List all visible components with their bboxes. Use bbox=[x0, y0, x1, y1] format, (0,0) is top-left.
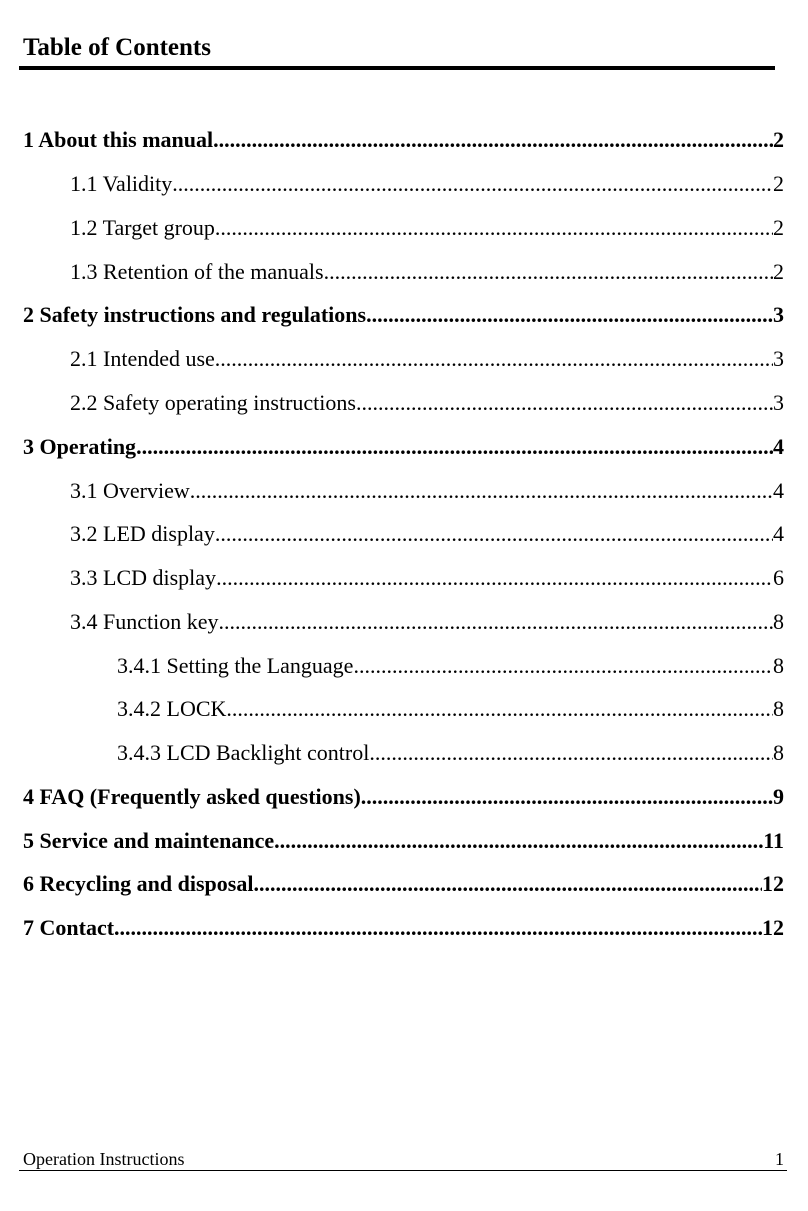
toc-entry-page: 3 bbox=[773, 390, 784, 415]
page-title: Table of Contents bbox=[23, 34, 211, 61]
toc-entry[interactable] bbox=[23, 432, 784, 462]
dot-leader bbox=[216, 563, 773, 593]
toc-entry-page: 4 bbox=[773, 478, 784, 503]
dot-leader bbox=[190, 476, 773, 506]
toc-entry[interactable] bbox=[117, 651, 784, 681]
toc-entry-page: 4 bbox=[773, 521, 784, 546]
toc-entry[interactable] bbox=[23, 300, 784, 330]
toc-entry-page: 4 bbox=[773, 434, 784, 459]
toc-entry[interactable] bbox=[23, 782, 784, 812]
toc-entry-label: 6 Recycling and disposal bbox=[23, 871, 254, 896]
toc-entry[interactable] bbox=[70, 388, 784, 418]
dot-leader bbox=[356, 388, 773, 418]
toc-entry-page: 8 bbox=[773, 696, 784, 721]
dot-leader bbox=[353, 651, 773, 681]
toc-entry-label: 7 Contact bbox=[23, 915, 115, 940]
toc-entry[interactable] bbox=[70, 607, 784, 637]
toc-entry-page: 3 bbox=[773, 302, 784, 327]
toc-entry-label: 3.4.3 LCD Backlight control bbox=[117, 740, 370, 765]
toc-entry[interactable] bbox=[117, 694, 784, 724]
toc-entry-page: 12 bbox=[762, 871, 784, 896]
dot-leader bbox=[226, 694, 773, 724]
toc-entry-page: 9 bbox=[773, 784, 784, 809]
footer-document-title: Operation Instructions bbox=[23, 1149, 185, 1169]
toc-entry-label: 1.3 Retention of the manuals bbox=[70, 259, 324, 284]
toc-entry-page: 2 bbox=[773, 259, 784, 284]
toc-entry-label: 1.1 Validity bbox=[70, 171, 173, 196]
dot-leader bbox=[253, 869, 762, 899]
toc-entry-label: 3.4.1 Setting the Language bbox=[117, 653, 354, 678]
toc-entry[interactable] bbox=[70, 519, 784, 549]
toc-entry[interactable] bbox=[70, 213, 784, 243]
toc-entry-page: 11 bbox=[763, 828, 784, 853]
toc-entry-page: 6 bbox=[773, 565, 784, 590]
dot-leader bbox=[366, 300, 773, 330]
toc-entry-label: 1 About this manual bbox=[23, 127, 214, 152]
footer-page-number: 1 bbox=[775, 1149, 784, 1169]
toc-entry[interactable] bbox=[70, 563, 784, 593]
toc-entry-label: 2.1 Intended use bbox=[70, 346, 215, 371]
dot-leader bbox=[215, 519, 773, 549]
toc-entry-label: 3.4 Function key bbox=[70, 609, 219, 634]
footer-divider bbox=[19, 1170, 787, 1171]
toc-entry-page: 8 bbox=[773, 653, 784, 678]
toc-entry-page: 12 bbox=[762, 915, 784, 940]
toc-entry[interactable] bbox=[70, 344, 784, 374]
toc-entry-label: 3 Operating bbox=[23, 434, 137, 459]
dot-leader bbox=[172, 169, 773, 199]
toc-entry-label: 4 FAQ (Frequently asked questions) bbox=[23, 784, 361, 809]
toc-entry[interactable] bbox=[70, 169, 784, 199]
dot-leader bbox=[361, 782, 773, 812]
dot-leader bbox=[136, 432, 773, 462]
toc-entry-label: 5 Service and maintenance bbox=[23, 828, 275, 853]
toc-entry-label: 1.2 Target group bbox=[70, 215, 215, 240]
toc-entry-page: 8 bbox=[773, 609, 784, 634]
toc-entry-page: 3 bbox=[773, 346, 784, 371]
toc-entry-page: 2 bbox=[773, 127, 784, 152]
toc-entry[interactable] bbox=[117, 738, 784, 768]
dot-leader bbox=[324, 257, 773, 287]
toc-entry-label: 2.2 Safety operating instructions bbox=[70, 390, 356, 415]
toc-entry[interactable] bbox=[70, 476, 784, 506]
dot-leader bbox=[369, 738, 773, 768]
toc-entry-page: 8 bbox=[773, 740, 784, 765]
toc-entry[interactable] bbox=[23, 869, 784, 899]
toc-entry-label: 3.1 Overview bbox=[70, 478, 190, 503]
dot-leader bbox=[215, 344, 773, 374]
toc-entry[interactable] bbox=[70, 257, 784, 287]
toc-entry-label: 3.2 LED display bbox=[70, 521, 215, 546]
dot-leader bbox=[213, 125, 773, 155]
dot-leader bbox=[274, 826, 763, 856]
dot-leader bbox=[215, 213, 773, 243]
toc-entry-page: 2 bbox=[773, 171, 784, 196]
toc-entry[interactable] bbox=[23, 913, 784, 943]
toc-entry-label: 3.4.2 LOCK bbox=[117, 696, 227, 721]
toc-entry[interactable] bbox=[23, 125, 784, 155]
title-divider bbox=[19, 66, 775, 70]
toc-entry-page: 2 bbox=[773, 215, 784, 240]
toc-entry-label: 3.3 LCD display bbox=[70, 565, 217, 590]
dot-leader bbox=[219, 607, 774, 637]
toc-entry[interactable] bbox=[23, 826, 784, 856]
dot-leader bbox=[114, 913, 762, 943]
toc-entry-label: 2 Safety instructions and regulations bbox=[23, 302, 367, 327]
